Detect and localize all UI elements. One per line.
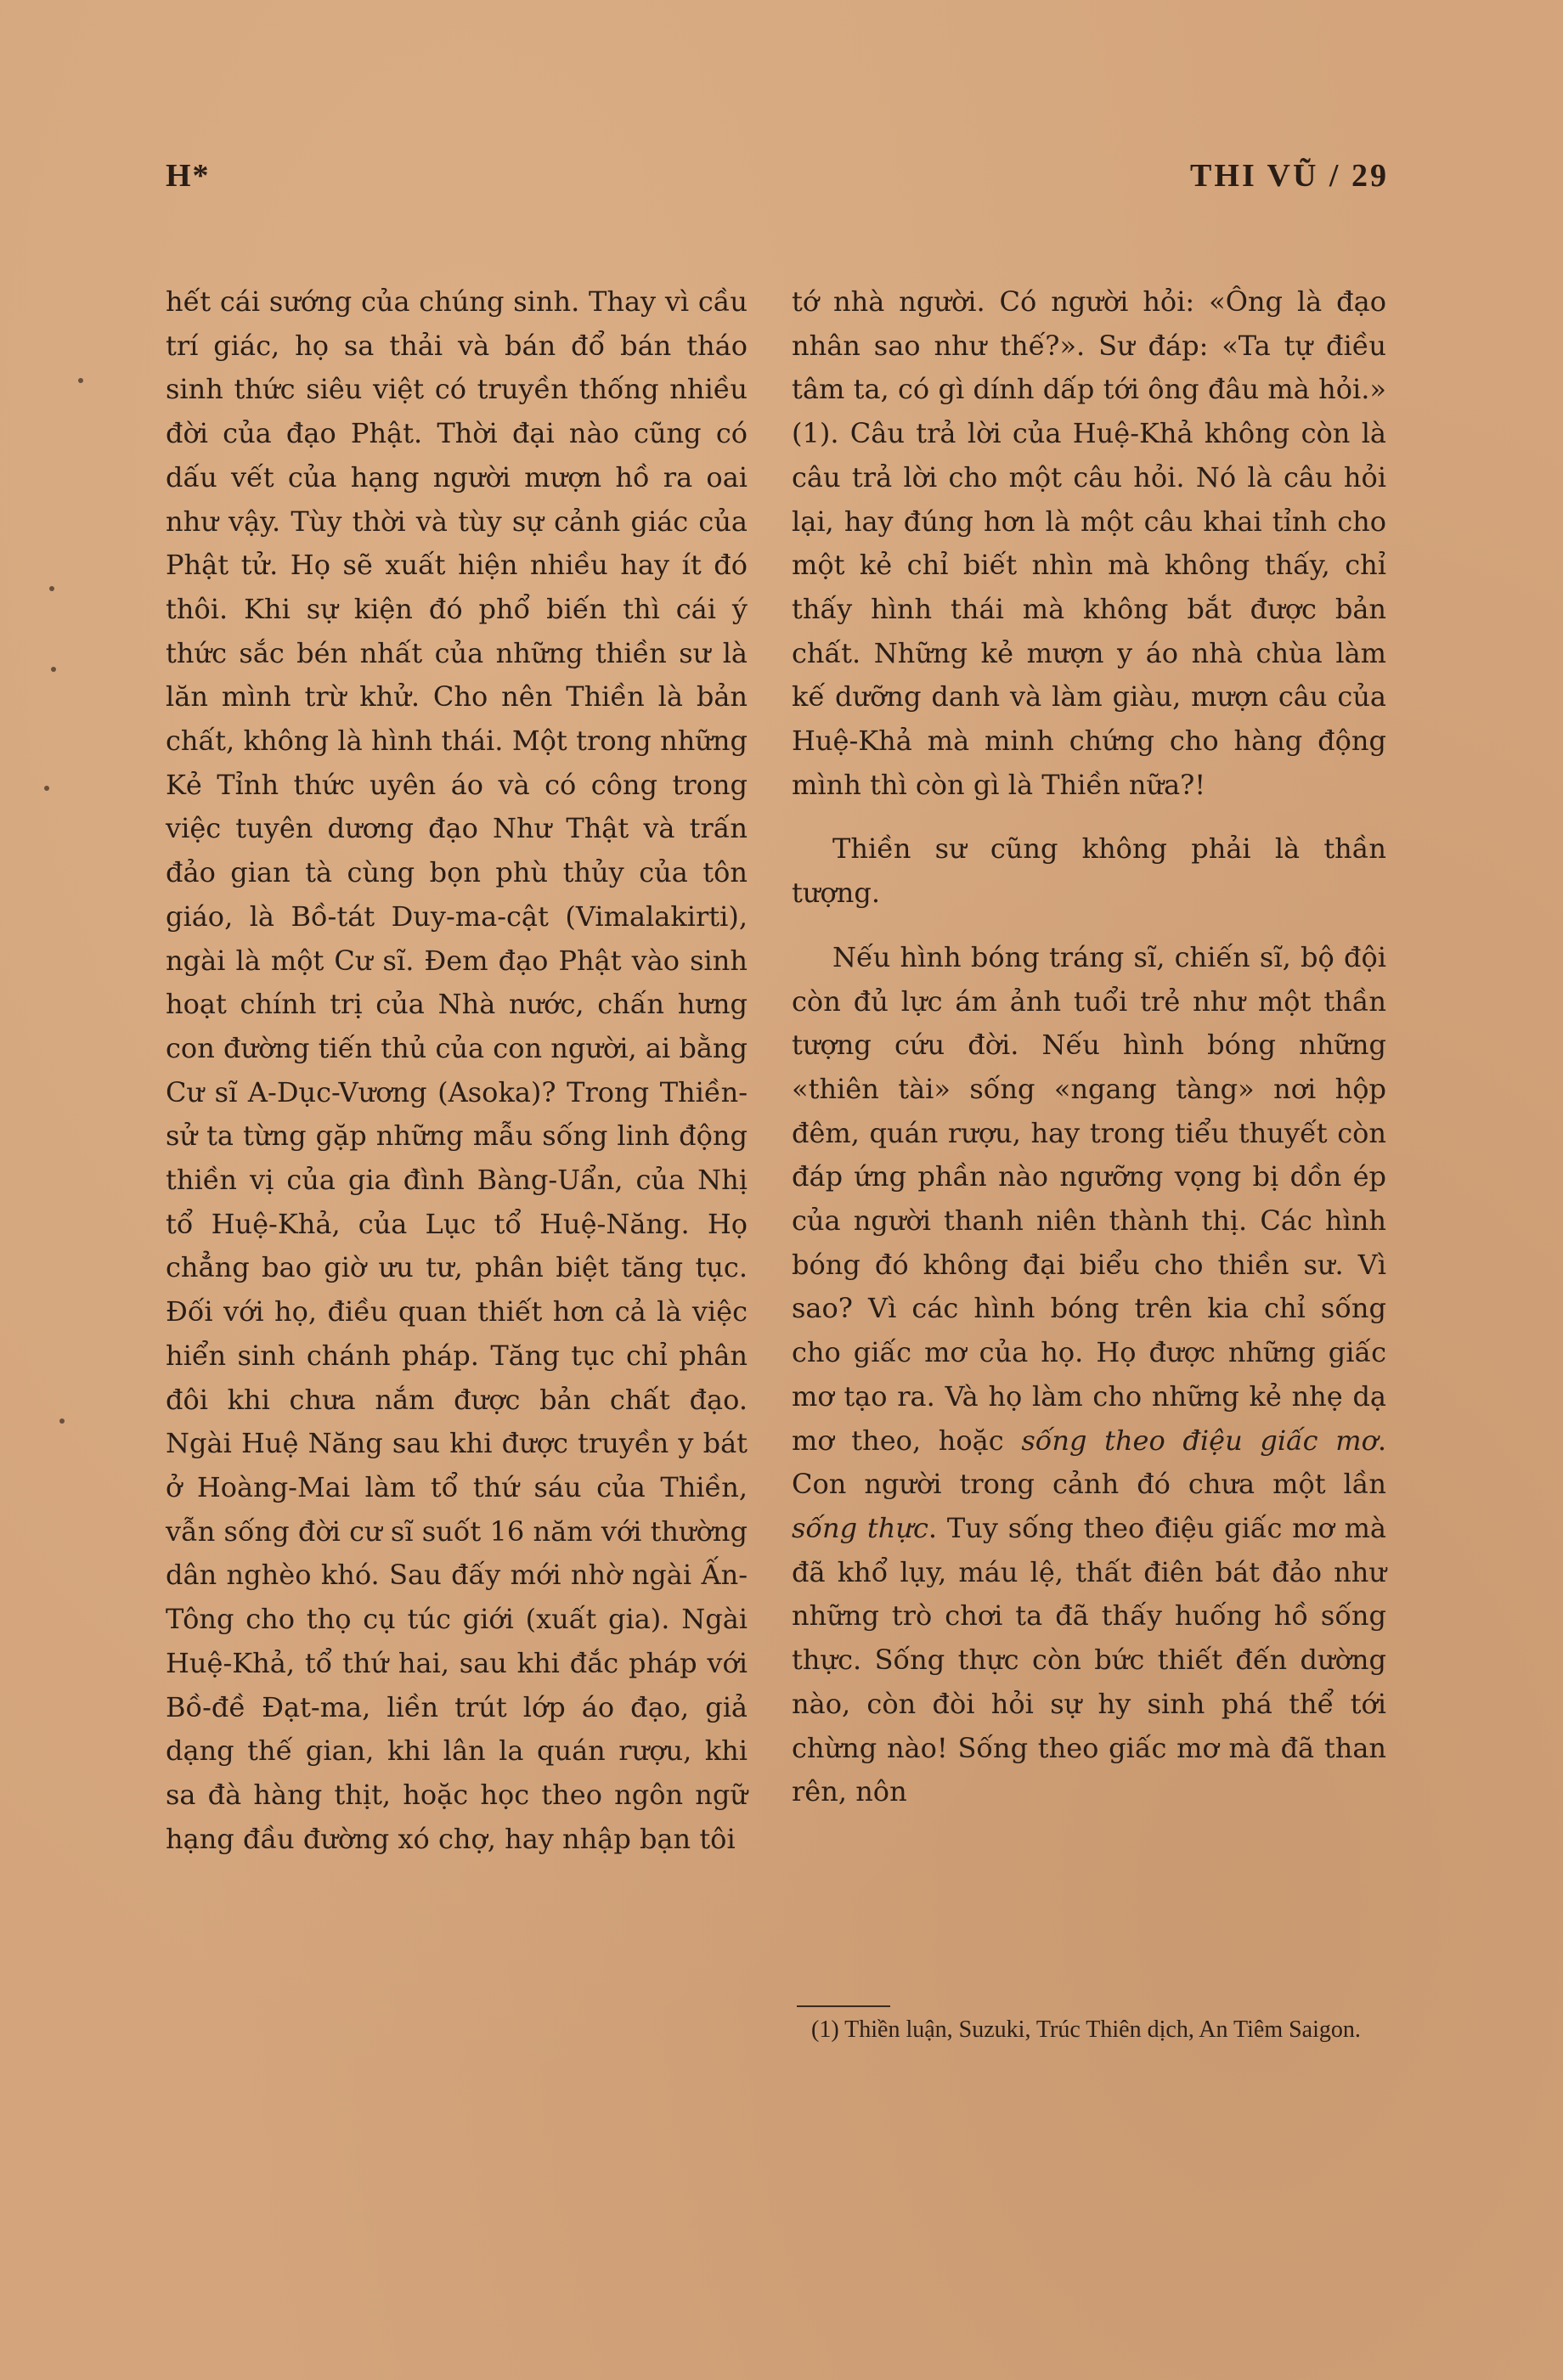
page-header bbox=[166, 157, 1389, 208]
para3-text-a: Nếu hình bóng tráng sĩ, chiến sĩ, bộ đội còn đủ lực ám ảnh tuổi trẻ như một thần tượng cứu đời. Nếu hình bóng những «thiên tài» sống «ngang tàng» nơi hộp đêm, quán rượu, hay trong tiểu thuyết còn đáp ứng phần nào ngưỡng vọng bị dồn ép của người thanh niên thành thị. Các hình bóng đó không đại biểu cho thiền sư. Vì sao? Vì các hình bóng trên kia chỉ sống cho giấc mơ của họ. Họ được những giấc mơ tạo ra. Và họ làm cho những kẻ nhẹ dạ mơ theo, hoặc bbox=[792, 940, 1386, 1457]
section-mark: H* bbox=[166, 158, 211, 194]
left-column bbox=[166, 280, 748, 1861]
right-column-paragraph-1: tớ nhà người. Có người hỏi: «Ông là đạo nhân sao như thế?». Sư đáp: «Ta tự điều tâm ta, có gì dính dấp tới ông đâu mà hỏi.» (1). Câu trả lời của Huệ-Khả không còn là câu trả lời cho một câu hỏi. Nó là câu hỏi lại, hay đúng hơn là một câu khai tỉnh cho một kẻ chỉ biết nhìn mà không thấy, chỉ thấy hình thái mà không bắt được bản chất. Những kẻ mượn y áo nhà chùa làm kế dưỡng danh và làm giàu, mượn câu của Huệ-Khả mà minh chứng cho hàng động mình thì còn gì là Thiền nữa?! bbox=[792, 285, 1386, 801]
footnote: (1) Thiền luận, Suzuki, Trúc Thiên dịch, An Tiêm Saigon. bbox=[811, 2016, 1361, 2043]
running-head-page-number: THI VŨ / 29 bbox=[1190, 158, 1389, 194]
right-column bbox=[792, 280, 1386, 1814]
right-column-paragraph-3 bbox=[792, 936, 1386, 1814]
para3-text-b: . Con người trong cảnh đó chưa một lần bbox=[792, 1424, 1387, 1501]
right-column-paragraph-2: Thiền sư cũng không phải là thần tượng. bbox=[792, 832, 1386, 910]
para3-emphasis-2: sống thực bbox=[792, 1511, 928, 1544]
paper-speck bbox=[78, 378, 83, 383]
para3-emphasis-1: sống theo điệu giấc mơ bbox=[1021, 1424, 1378, 1457]
para3-text-c: . Tuy sống theo điệu giấc mơ mà đã khổ lụy, máu lệ, thất điên bát đảo như những trò chơi ta đã thấy huống hồ sống thực. Sống thực còn bức thiết đến dường nào, còn đòi hỏi sự hy sinh phá thể tới chừng nào! Sống theo giấc mơ mà đã than rên, nôn bbox=[792, 1511, 1387, 1808]
paper-speck bbox=[51, 667, 56, 672]
paper-speck bbox=[49, 586, 54, 591]
footnote-divider bbox=[797, 2005, 890, 2007]
paper-speck bbox=[59, 1418, 65, 1424]
left-column-paragraph: hết cái sướng của chúng sinh. Thay vì cầu trí giác, họ sa thải và bán đổ bán tháo sinh thức siêu việt có truyền thống nhiều đời của đạo Phật. Thời đại nào cũng có dấu vết của hạng người mượn hồ ra oai như vậy. Tùy thời và tùy sự cảnh giác của Phật tử. Họ sẽ xuất hiện nhiều hay ít đó thôi. Khi sự kiện đó phổ biến thì cái ý thức sắc bén nhất của những thiền sư là lăn mình trừ khử. Cho nên Thiền là bản chất, không là hình thái. Một trong những Kẻ Tỉnh thức uyên áo và có công trong việc tuyên dương đạo Như Thật và trấn đảo gian tà cùng bọn phù thủy của tôn giáo, là Bồ-tát Duy-ma-cật (Vimalakirti), ngài là một Cư sĩ. Đem đạo Phật vào sinh hoạt chính trị của Nhà nước, chấn hưng con đường tiến thủ của con người, ai bằng Cư sĩ A-Dục-Vương (Asoka)? Trong Thiền-sử ta từng gặp những mẫu sống linh động thiền vị của gia đình Bàng-Uẩn, của Nhị tổ Huệ-Khả, của Lục tổ Huệ-Năng. Họ chẳng bao giờ ưu tư, phân biệt tăng tục. Đối với họ, điều quan thiết hơn cả là việc hiển sinh chánh pháp. Tăng tục chỉ phân đôi khi chưa nắm được bản chất đạo. Ngài Huệ Năng sau khi được truyền y bát ở Hoàng-Mai làm tổ thứ sáu của Thiền, vẫn sống đời cư sĩ suốt 16 năm với thường dân nghèo khó. Sau đấy mới nhờ ngài Ấn-Tông cho thọ cụ túc giới (xuất gia). Ngài Huệ-Khả, tổ thứ hai, sau khi đắc pháp với Bồ-đề Đạt-ma, liền trút lớp áo đạo, giả dạng thế gian, khi lân la quán rượu, khi sa đà hàng thịt, hoặc học theo ngôn ngữ hạng đầu đường xó chợ, hay nhập bạn tôi bbox=[166, 285, 748, 1855]
paper-speck bbox=[44, 786, 49, 791]
